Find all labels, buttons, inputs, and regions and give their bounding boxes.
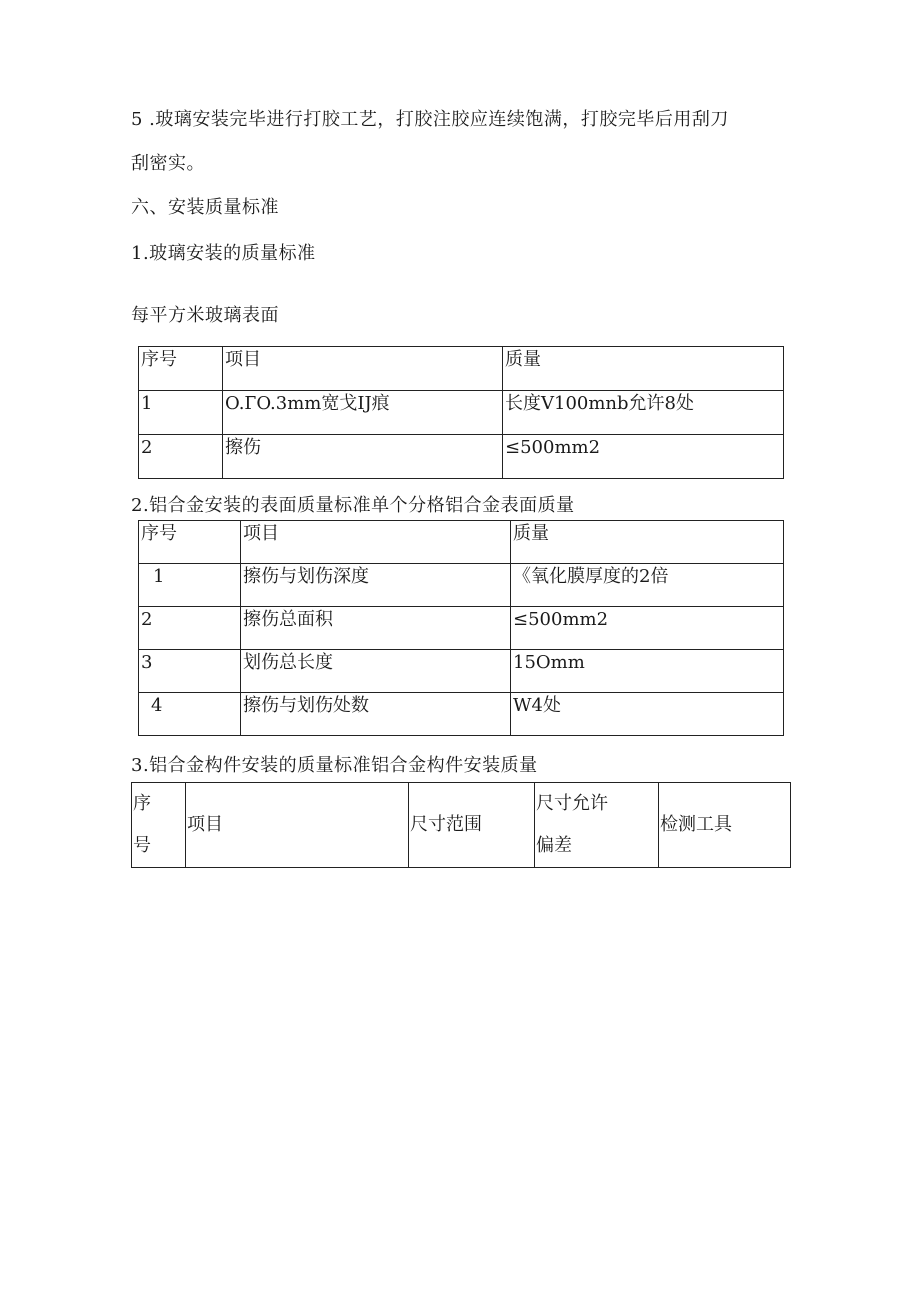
paragraph-5-line2: 刮密实。 bbox=[131, 153, 205, 174]
header-seq bbox=[132, 783, 186, 868]
table-row bbox=[139, 607, 784, 650]
table-header-row bbox=[139, 521, 784, 564]
cell-seq: 4 bbox=[139, 693, 241, 736]
header-quality: 质量 bbox=[503, 347, 784, 391]
subheading-1: 1.玻璃安装的质量标准 bbox=[131, 243, 316, 264]
cell-seq: 1 bbox=[139, 391, 223, 435]
cell-quality: ≤500mm2 bbox=[503, 435, 784, 479]
table-header-row bbox=[139, 347, 784, 391]
header-seq-line1: 序 bbox=[133, 793, 151, 814]
cell-quality: W4处 bbox=[511, 693, 784, 736]
header-tolerance-line2: 偏差 bbox=[536, 835, 572, 856]
header-item: 项目 bbox=[241, 521, 511, 564]
table-row bbox=[139, 435, 784, 479]
glass-quality-table bbox=[138, 346, 784, 479]
header-seq: 序号 bbox=[139, 347, 223, 391]
cell-item: 擦伤总面积 bbox=[241, 607, 511, 650]
cell-item: 擦伤与划伤处数 bbox=[241, 693, 511, 736]
header-tool: 检测工具 bbox=[659, 783, 791, 868]
cell-seq: 2 bbox=[139, 435, 223, 479]
table-row bbox=[139, 650, 784, 693]
cell-quality: ≤500mm2 bbox=[511, 607, 784, 650]
header-quality: 质量 bbox=[511, 521, 784, 564]
header-range: 尺寸范围 bbox=[409, 783, 535, 868]
cell-quality: 15Omm bbox=[511, 650, 784, 693]
aluminum-component-install-table bbox=[131, 782, 791, 868]
aluminum-surface-quality-table bbox=[138, 520, 784, 736]
subheading-2: 2.铝合金安装的表面质量标准单个分格铝合金表面质量 bbox=[131, 495, 575, 516]
table-row bbox=[139, 693, 784, 736]
cell-quality: 长度V100mnb允许8处 bbox=[503, 391, 784, 435]
cell-seq: 2 bbox=[139, 607, 241, 650]
header-tolerance bbox=[535, 783, 659, 868]
cell-seq: 1 bbox=[139, 564, 241, 607]
paragraph-5-line1: 5 .玻璃安装完毕进行打胶工艺，打胶注胶应连续饱满，打胶完毕后用刮刀 bbox=[131, 109, 729, 130]
section-heading-6: 六、安装质量标准 bbox=[131, 197, 279, 218]
subheading-3: 3.铝合金构件安装的质量标准铝合金构件安装质量 bbox=[131, 755, 538, 776]
table1-caption: 每平方米玻璃表面 bbox=[131, 305, 279, 326]
cell-item: 擦伤 bbox=[223, 435, 503, 479]
cell-item: 划伤总长度 bbox=[241, 650, 511, 693]
cell-item: 擦伤与划伤深度 bbox=[241, 564, 511, 607]
header-tolerance-line1: 尺寸允许 bbox=[536, 793, 608, 814]
header-seq: 序号 bbox=[139, 521, 241, 564]
table-header-row bbox=[132, 783, 791, 868]
header-item: 项目 bbox=[186, 783, 409, 868]
cell-seq: 3 bbox=[139, 650, 241, 693]
cell-quality: 《氧化膜厚度的2倍 bbox=[511, 564, 784, 607]
cell-item: O.ГO.3mm宽戈IJ痕 bbox=[223, 391, 503, 435]
table-row bbox=[139, 564, 784, 607]
header-item: 项目 bbox=[223, 347, 503, 391]
header-seq-line2: 号 bbox=[133, 835, 151, 856]
table-row bbox=[139, 391, 784, 435]
